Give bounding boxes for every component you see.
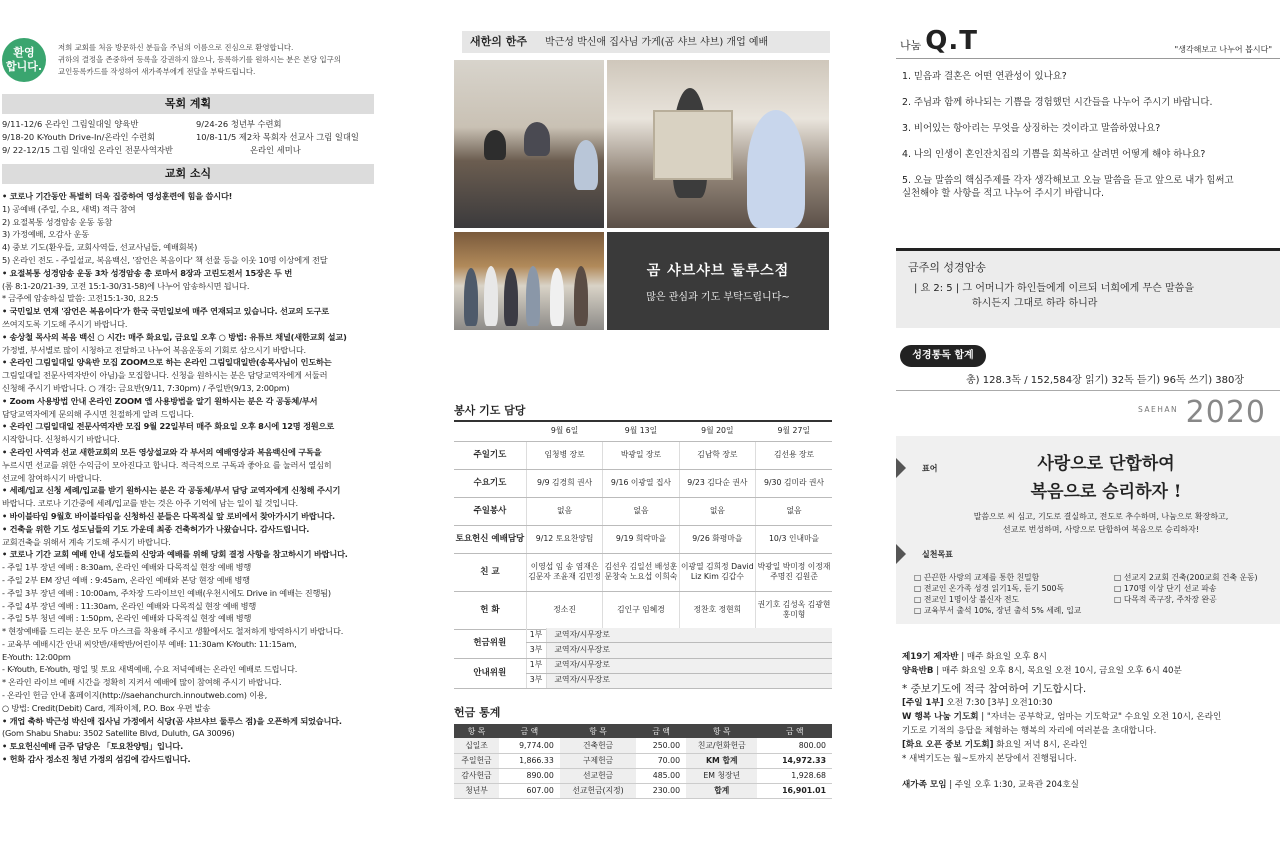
- news-line: • 온라인 사역과 선교 새한교회의 모든 영상설교와 각 부서의 예배영상과 복음백신에 구독을: [2, 446, 322, 457]
- offering-row-label: 안내위원: [454, 658, 526, 688]
- memory-verse-box: [896, 248, 1280, 328]
- goal-item: □ 다목적 족구장, 주차장 완공: [1114, 595, 1217, 604]
- plan-item: 9/18-20 K-Youth Drive-In/온라인 수련회: [2, 132, 156, 142]
- money-item: 선교헌금: [560, 768, 637, 783]
- money-item: EM 청장년: [686, 768, 757, 783]
- column-1: [0, 0, 385, 841]
- prayer-cell: 9/30 김미라 권사: [756, 469, 832, 497]
- news-line: E-Youth: 12:00pm: [2, 651, 71, 662]
- schedule-line: [902, 682, 1276, 696]
- news-line: • 세례/입교 신청 세례/입교를 받기 원하시는 분은 각 공동체/부서 담당 교역자에게 신청해 주시기: [2, 485, 341, 496]
- money-section-title: 헌금 통계: [454, 706, 501, 719]
- offering-text: 교역자/시무장로: [546, 628, 832, 643]
- goal-item: □ 전교인 1명이상 불신자 전도: [914, 595, 1020, 604]
- money-item: 십일조: [454, 738, 499, 753]
- money-amount: 14,972.33: [757, 753, 832, 768]
- offering-text: 교역자/시무장로: [546, 643, 832, 658]
- prayer-row-label: 주일봉사: [454, 497, 526, 525]
- money-item: 구제헌금: [560, 753, 637, 768]
- news-line: - 교육부 예배시간 안내 씨앗반/새싹반/어린이부 예배: 11:30am K-Youth: 11:15am,: [2, 638, 297, 649]
- goal-item: □ 끈끈한 사랑의 교제를 통한 친밀함: [914, 573, 1040, 582]
- goal-item: □ 170명 이상 단기 선교 파송: [1114, 584, 1217, 593]
- qt-item: 1. 믿음과 결혼은 어떤 연관성이 있나요?: [902, 71, 1067, 82]
- news-line: - 주일 4부 장년 예배 : 11:30am, 온라인 예배와 다목적실 현장 예배 병행: [2, 600, 257, 611]
- money-amount: 890.00: [499, 768, 560, 783]
- news-line: 그림일대일 전문사역자반이 아님)을 모집합니다. 신청을 원하시는 분은 담당교역자에게 서둘러: [2, 370, 328, 381]
- schedule-label: 새가족 모임: [902, 780, 947, 790]
- schedule-line: [902, 664, 1276, 678]
- prayer-cell: 9/23 김다순 권사: [679, 469, 755, 497]
- store-banner-title: 곰 샤브샤브 둘루스점: [646, 263, 790, 279]
- motto-marker-icon: [896, 458, 906, 478]
- schedule-text: * 새벽기도는 월~토까지 본당에서 진행됩니다.: [902, 754, 1077, 764]
- prayer-cell: 9/26 화평마을: [679, 525, 755, 553]
- welcome-line: 귀하의 결정을 존중하여 등록을 강권하지 않으나, 등록하기를 원하시는 분은 본당 입구의: [58, 55, 341, 64]
- reading-divider: [896, 390, 1280, 391]
- schedule-line: [902, 650, 1276, 664]
- prayer-cell: 김선우 김일선 배성훈 문창숙 노요섭 이희숙: [603, 553, 679, 591]
- offering-part: 1부: [526, 658, 546, 673]
- news-line: - K-Youth, E-Youth, 평일 및 토요 새벽예배, 수요 저녁예배는 온라인 예배로 드립니다.: [2, 664, 298, 675]
- qt-list: [902, 70, 1272, 213]
- money-item: 선교헌금(지정): [560, 783, 637, 798]
- offering-table: [454, 628, 832, 689]
- brand-name: SAEHAN: [1138, 405, 1179, 414]
- news-line: (롬 8:1-20/21-39, 고전 15:1-30/31-58)에 나누어 암송하시면 됩니다.: [2, 280, 250, 291]
- news-line: • 온라인 그림일대일 전문사역자반 모집 9월 22일부터 매주 화요일 오후 8시에 12명 정원으로: [2, 421, 334, 432]
- motto-label: 표어: [922, 464, 938, 473]
- column-2: [452, 0, 832, 841]
- prayer-cell: 정찬호 정현희: [679, 591, 755, 629]
- money-row: [454, 768, 832, 783]
- prayer-cell: 김남학 장로: [679, 441, 755, 469]
- prayer-row-label: 토요헌신 예배담당: [454, 525, 526, 553]
- prayer-cell: 없음: [526, 497, 602, 525]
- motto-description-line: 말씀으로 씨 심고, 기도로 결실하고, 전도로 추수하며, 나눔으로 확장하고,: [973, 512, 1229, 521]
- qt-item: 3. 비어있는 항아리는 무엇을 상징하는 것이라고 말씀하였나요?: [902, 123, 1161, 134]
- goals-left: [914, 572, 1081, 616]
- motto-description-line: 선교로 번성하며, 사랑으로 단합하여 복음으로 승리하자!: [1002, 525, 1200, 534]
- money-item: 합계: [686, 783, 757, 798]
- prayer-cell: 9/19 희락마을: [603, 525, 679, 553]
- money-amount: 16,901.01: [757, 783, 832, 798]
- prayer-table: [454, 420, 832, 630]
- qt-title: [900, 26, 978, 56]
- prayer-date-header: 9월 20일: [679, 421, 755, 441]
- prayer-section-title: 봉사 기도 담당: [454, 404, 526, 417]
- news-line: 2) 요절복통 성경암송 운동 동참: [2, 216, 113, 227]
- schedule-text: 오전 7:30 [3부] 오전10:30: [943, 698, 1053, 708]
- goal-item: □ 전교인 온가족 성경 읽기1독, 듣기 500독: [914, 584, 1065, 593]
- prayer-row: [454, 591, 832, 629]
- money-item: KM 합계: [686, 753, 757, 768]
- motto-description: [936, 510, 1266, 536]
- qt-item: 2. 주님과 함께 하나되는 기쁨을 경험했던 시간들을 나누어 주시기 바랍니다.: [902, 97, 1213, 108]
- schedule-line: [902, 778, 1276, 792]
- memory-verse-line: | 요 2: 5 | 그 어머니가 하인들에게 이르되 너희에게 무슨 말씀을: [914, 283, 1194, 294]
- money-item: 친교/헌화헌금: [686, 738, 757, 753]
- money-header: 항 목: [560, 724, 637, 738]
- news-line: 교회건축을 위해서 계속 기도해 주시기 바랍니다.: [2, 536, 171, 547]
- prayer-row: [454, 497, 832, 525]
- prayer-date-header: 9월 13일: [603, 421, 679, 441]
- news-line: 누르시면 선교를 위한 수익금이 모아진다고 합니다. 적극적으로 구독과 좋아요 를 눌러서 열심히: [2, 459, 332, 470]
- news-line: 바랍니다. 코로나 기간중에 세례/입교를 받는 것은 아주 기억에 남는 일이 될 것입니다.: [2, 498, 298, 509]
- offering-text: 교역자/시무장로: [546, 673, 832, 688]
- news-line: • 바이블타임 9월호 바이블타임을 신청하신 분들은 다목적실 앞 로비에서 찾아가시기 바랍니다.: [2, 510, 335, 521]
- prayer-cell: 박광일 박미정 이정재 주명진 김원준: [756, 553, 832, 591]
- goal-item: □ 교육부서 출석 10%, 장년 출석 5% 세례, 입교: [914, 606, 1082, 615]
- prayer-row: [454, 469, 832, 497]
- weekly-header: [462, 31, 830, 53]
- welcome-badge: [2, 38, 46, 82]
- money-header: 항 목: [686, 724, 757, 738]
- qt-heading: Q.T: [925, 26, 978, 56]
- goal-item: □ 선교지 2교회 건축(200교회 건축 운동): [1114, 573, 1258, 582]
- news-line: • 온라인 그림일대일 양육반 모집 ZOOM으로 하는 온라인 그림일대일반(송목사님이 인도하는: [2, 357, 332, 368]
- money-item: 감사헌금: [454, 768, 499, 783]
- money-item: 건축헌금: [560, 738, 637, 753]
- qt-divider: [896, 58, 1280, 59]
- plan-item: 온라인 세미나: [250, 145, 301, 155]
- prayer-cell: 9/16 이광열 집사: [603, 469, 679, 497]
- plan-item: 9/24-26 청년부 수련회: [196, 119, 282, 129]
- money-row: [454, 738, 832, 753]
- money-amount: 250.00: [636, 738, 686, 753]
- qt-prefix: 나눔: [900, 39, 922, 52]
- news-line: - 주일 5부 청년 예배 : 1:50pm, 온라인 예배와 다목적실 현장 예배 병행: [2, 613, 252, 624]
- schedule-line: [902, 696, 1276, 710]
- welcome-line: 교인등록카드를 작성하여 새가족부에게 전달을 부탁드립니다.: [58, 67, 256, 76]
- welcome-badge-line-1: 환영: [13, 46, 35, 59]
- money-header: 항 목: [454, 724, 499, 738]
- news-line: 3) 가정예배, 오감사 운동: [2, 229, 89, 240]
- motto-line: 사랑으로 단합하여: [1037, 454, 1175, 474]
- qt-item: 5. 오늘 말씀의 핵심주제를 각자 생각해보고 오늘 말씀을 듣고 앞으로 내가 힘써고: [902, 175, 1234, 186]
- schedule-info: [902, 650, 1276, 792]
- goals-label: 실천목표: [922, 550, 953, 559]
- photo-meeting-room: [454, 60, 604, 228]
- news-line: • 건축을 위한 기도 성도님들의 기도 가운데 최종 건축허가가 나왔습니다. 감사드립니다.: [2, 523, 310, 534]
- prayer-date-header: 9월 6일: [526, 421, 602, 441]
- schedule-text: 화요일 저녁 8시, 온라인: [993, 740, 1088, 750]
- prayer-cell: 9/9 김경희 권사: [526, 469, 602, 497]
- news-line: • 코로나 기간동안 특별히 더욱 집중하여 영성훈련에 힘을 씁시다!: [2, 191, 233, 201]
- photo-group: [454, 232, 604, 330]
- news-line: ○ 방법: Credit(Debit) Card, 계좌이체, P.O. Box 우편 발송: [2, 702, 211, 713]
- prayer-row: [454, 553, 832, 591]
- prayer-cell: 정소진: [526, 591, 602, 629]
- news-line: * 금주에 암송하실 말씀: 고전15:1-30, 요2:5: [2, 293, 159, 304]
- news-line: 쓰여지도록 기도해 주시기 바랍니다.: [2, 318, 128, 329]
- news-line: • 국민일보 연재 '잠언은 복음이다'가 한국 국민일보에 매주 연재되고 있습니다. 선교의 도구로: [2, 306, 329, 317]
- money-amount: 800.00: [757, 738, 832, 753]
- prayer-row-label: 친 교: [454, 553, 526, 591]
- news-list: [2, 190, 384, 766]
- news-line: (Gom Shabu Shabu: 3502 Satellite Blvd, Duluth, GA 30096): [2, 728, 235, 739]
- offering-part: 1부: [526, 628, 546, 643]
- qt-subtitle: "생각해보고 나누어 봅시다": [1174, 45, 1272, 54]
- schedule-label: 제19기 제자반: [902, 652, 959, 662]
- money-amount: 607.00: [499, 783, 560, 798]
- prayer-row-label: 주일기도: [454, 441, 526, 469]
- prayer-row: [454, 441, 832, 469]
- weekly-header-text: 박근성 박신애 집사님 가게(곰 샤브 샤브) 개업 예배: [544, 37, 769, 48]
- news-line: - 주일 2부 EM 장년 예배 : 9:45am, 온라인 예배와 본당 현장 예배 병행: [2, 574, 250, 585]
- prayer-cell: 없음: [603, 497, 679, 525]
- offering-text: 교역자/시무장로: [546, 658, 832, 673]
- brand-year: 2020: [1185, 395, 1266, 430]
- plan-item: 9/11-12/6 온라인 그림일대일 양육반: [2, 119, 139, 129]
- plan-item: 10/8-11/5 제2차 목회자 선교사 그림 일대일: [196, 132, 359, 142]
- prayer-cell: 임청병 장로: [526, 441, 602, 469]
- reading-stats: 총) 128.3독 / 152,584장 읽기) 32독 듣기) 96독 쓰기) 380장: [966, 375, 1245, 386]
- qt-item: 4. 나의 인생이 혼인잔치집의 기쁨을 회복하고 살려면 어떻게 해야 하나요?: [902, 149, 1206, 160]
- welcome-badge-line-2: 합니다.: [5, 60, 43, 73]
- prayer-cell: 이영섭 임 송 염재은 김문자 조윤재 김민정: [526, 553, 602, 591]
- news-line: - 주일 3부 장년 예배 : 10:00am, 주차장 드라이브인 예배(우천시에도 Drive in 예배는 진행됨): [2, 587, 331, 598]
- schedule-line: [902, 710, 1276, 724]
- prayer-cell: 김인구 임혜경: [603, 591, 679, 629]
- memory-verse-title: 금주의 성경암송: [908, 261, 986, 274]
- prayer-cell: 9/12 토요찬양팀: [526, 525, 602, 553]
- schedule-text: | 매주 화요일 오후 8시: [958, 652, 1047, 662]
- prayer-cell: 이광열 김희정 David Liz Kim 김갑수: [679, 553, 755, 591]
- schedule-line: [902, 724, 1276, 738]
- prayer-row-label: 헌 화: [454, 591, 526, 629]
- prayer-cell: 김선용 장로: [756, 441, 832, 469]
- money-table: [454, 724, 832, 799]
- news-line: * 온라인 라이브 예배 시간을 정확히 지켜서 예배에 많이 참여해 주시기 바랍니다.: [2, 677, 282, 688]
- schedule-line: [902, 738, 1276, 752]
- news-line: 선교에 참여하시기 바랍니다.: [2, 472, 102, 483]
- schedule-line: [902, 752, 1276, 766]
- schedule-text: 기도로 기적의 응답을 체험하는 행복의 자리에 여러분을 초대합니다.: [902, 726, 1157, 736]
- motto-text: [976, 450, 1236, 506]
- news-line: - 온라인 헌금 안내 홈페이지(http://saehanchurch.innoutweb.com) 이용,: [2, 690, 268, 701]
- news-line: • 요절복통 성경암송 운동 3차 성경암송 총 로마서 8장과 고린도전서 15장은 두 번: [2, 267, 293, 278]
- prayer-cell: 없음: [756, 497, 832, 525]
- prayer-date-header: 9월 27일: [756, 421, 832, 441]
- news-line: - 주일 1부 장년 예배 : 8:30am, 온라인 예배와 다목적실 현장 예배 병행: [2, 562, 252, 573]
- schedule-text: | 주일 오후 1:30, 교육관 204호실: [946, 780, 1079, 790]
- store-banner: [607, 232, 829, 330]
- news-line: • 헌화 감사 정소진 청년 가정의 섬김에 감사드립니다.: [2, 754, 191, 765]
- money-amount: 230.00: [636, 783, 686, 798]
- news-line: 5) 온라인 전도 - 주일설교, 복음백신, '잠언은 복음이다' 책 선물 등을 이웃 10명 이상에게 전달: [2, 254, 328, 265]
- schedule-text: * 중보기도에 적극 참여하여 기도합시다.: [902, 683, 1087, 695]
- news-line: • 송상철 목사의 복음 백신 ○ 시간: 매주 화요일, 금요일 오후 ○ 방법: 유튜브 채널(새한교회 설교): [2, 331, 347, 342]
- money-item: 주일헌금: [454, 753, 499, 768]
- money-row: [454, 753, 832, 768]
- news-line: 가정별, 부서별로 많이 시청하고 전달하고 나누어 복음운동의 기회로 삼으시기 바랍니다.: [2, 344, 306, 355]
- prayer-cell: 권기호 김성옥 김광현 홍미형: [756, 591, 832, 629]
- news-line: • 토요헌신예배 금주 담당은 「토요찬양팀」입니다.: [2, 741, 183, 752]
- plan-section-title: 목회 계획: [2, 94, 374, 114]
- qt-item: 실천해야 할 사항을 적고 나누어 주시기 바랍니다.: [902, 188, 1104, 199]
- store-banner-subtitle: 많은 관심과 기도 부탁드립니다~: [646, 292, 790, 303]
- news-line: • 코로나 기간 교회 예배 안내 성도들의 신앙과 예배를 위해 당회 결정 사항을 참고하시기 바랍니다.: [2, 549, 348, 560]
- memory-verse-text: [914, 281, 1194, 311]
- news-section-title: 교회 소식: [2, 164, 374, 184]
- memory-verse-line: 하시든지 그대로 하라 하니라: [972, 298, 1098, 309]
- photo-opening-celebration: [607, 60, 829, 228]
- schedule-label: W 행복 나눔 기도회: [902, 712, 979, 722]
- prayer-cell: 박광일 장로: [603, 441, 679, 469]
- schedule-label: [화요 오픈 중보 기도회]: [902, 740, 994, 750]
- money-amount: 485.00: [636, 768, 686, 783]
- news-line: 4) 중보 기도(환우들, 교회사역들, 선교사님들, 예배회복): [2, 242, 198, 253]
- money-amount: 1,866.33: [499, 753, 560, 768]
- money-header: 금 액: [757, 724, 832, 738]
- money-header: 금 액: [636, 724, 686, 738]
- money-amount: 70.00: [636, 753, 686, 768]
- motto-box: [896, 436, 1280, 624]
- weekly-header-label: 새한의 한주: [470, 35, 527, 48]
- news-line: • Zoom 사용방법 안내 온라인 ZOOM 앱 사용방법을 알기 원하시는 분은 각 공동체/부서: [2, 395, 318, 406]
- welcome-line: 저희 교회를 처음 방문하신 분들을 주님의 이름으로 진심으로 환영합니다.: [58, 43, 294, 52]
- news-line: * 현장예배를 드리는 분은 모두 마스크를 착용해 주시고 생활에서도 철저하게 방역하시기 바랍니다.: [2, 626, 344, 637]
- schedule-text: | "자녀는 공부학교, 엄마는 기도학교" 수요일 오전 10시, 온라인: [978, 712, 1222, 722]
- goals-right: [1114, 572, 1258, 605]
- money-amount: 9,774.00: [499, 738, 560, 753]
- prayer-cell: 없음: [679, 497, 755, 525]
- money-item: 청년부: [454, 783, 499, 798]
- money-amount: 1,928.68: [757, 768, 832, 783]
- schedule-text: | 매주 화요일 오후 8시, 목요일 오전 10시, 금요일 오후 6시 40분: [933, 666, 1182, 676]
- news-line: 담당교역자에게 문의해 주시면 친절하게 알려 드립니다.: [2, 408, 194, 419]
- reading-badge: 성경통독 합계: [900, 345, 986, 367]
- news-line: 시작합니다. 신청하시기 바랍니다.: [2, 434, 120, 445]
- news-line: 1) 공예배 (주일, 수요, 새벽) 적극 참여: [2, 203, 136, 214]
- offering-part: 3부: [526, 673, 546, 688]
- motto-line: 복음으로 승리하자 !: [1030, 482, 1182, 502]
- prayer-cell: 10/3 인내마을: [756, 525, 832, 553]
- goals-marker-icon: [896, 544, 906, 564]
- schedule-label: 양육반B: [902, 666, 934, 676]
- offering-row-label: 헌금위원: [454, 628, 526, 658]
- money-row: [454, 783, 832, 798]
- prayer-row: [454, 525, 832, 553]
- news-line: • 개업 축하 박근성 박신애 집사님 가정에서 식당(곰 샤브샤브 둘루스 점)을 오픈하게 되었습니다.: [2, 715, 342, 726]
- welcome-text: [58, 42, 378, 78]
- money-header: 금 액: [499, 724, 560, 738]
- schedule-label: [주일 1부]: [902, 698, 944, 708]
- prayer-row-label: 수요기도: [454, 469, 526, 497]
- column-3: [896, 0, 1280, 841]
- news-line: 신청해 주시기 바랍니다. ○ 개강: 금요반(9/11, 7:30pm) / 주일반(9/13, 2:00pm): [2, 382, 290, 393]
- offering-part: 3부: [526, 643, 546, 658]
- plan-item: 9/ 22-12/15 그림 일대일 온라인 전문사역자반: [2, 145, 173, 155]
